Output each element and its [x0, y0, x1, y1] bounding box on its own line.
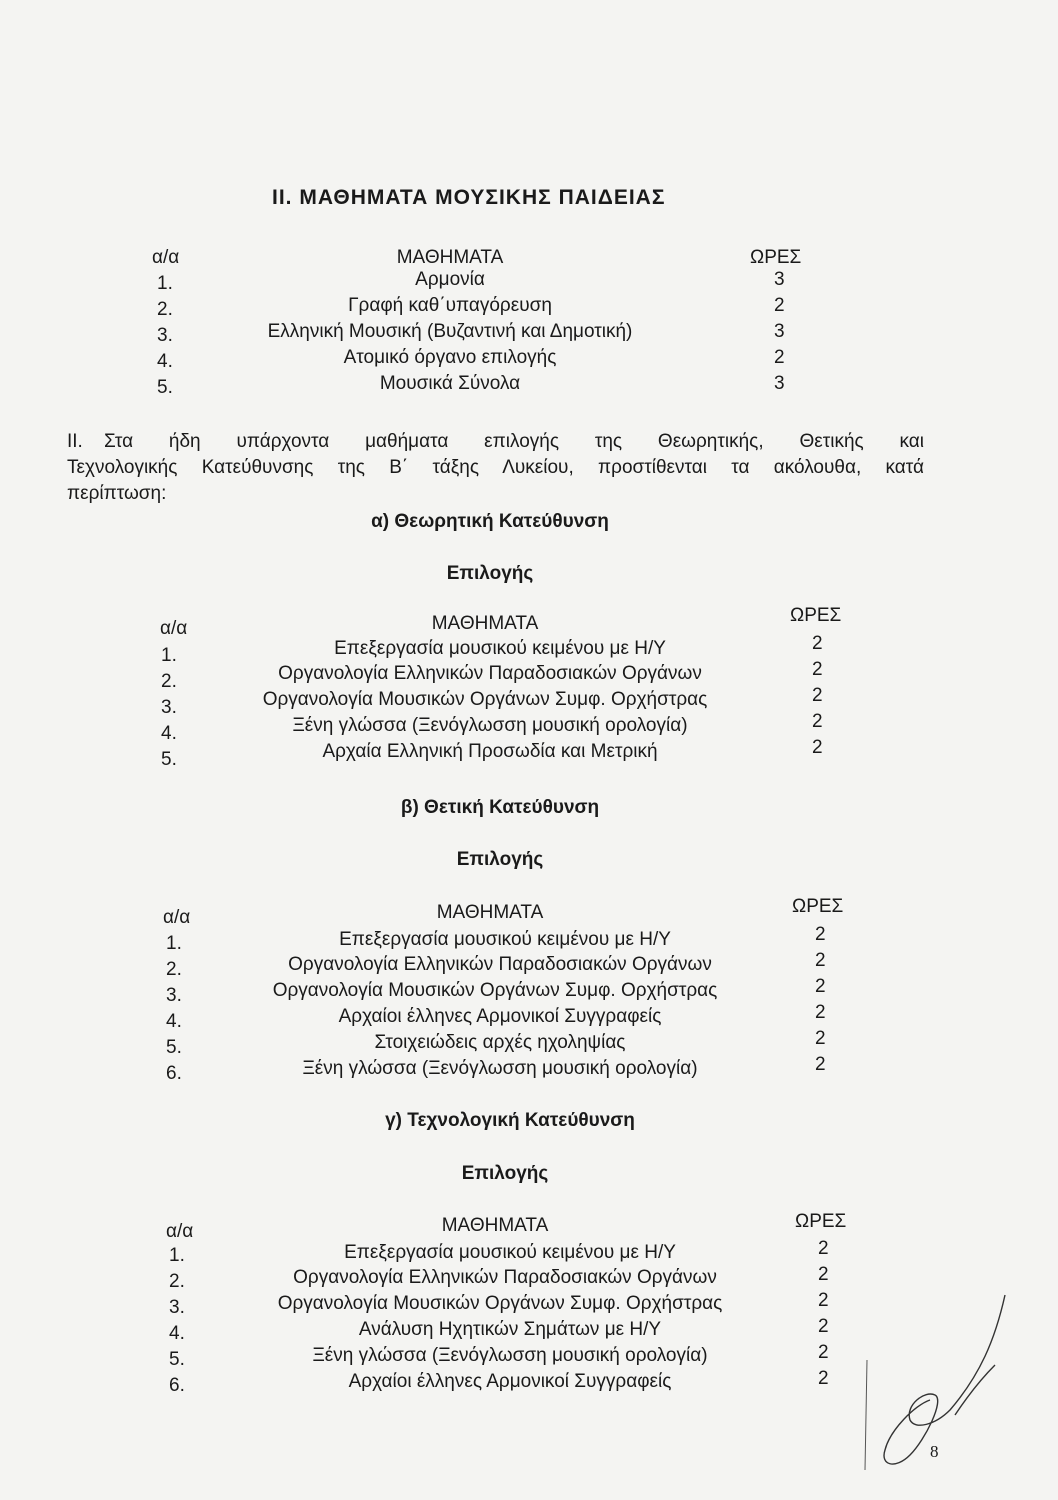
row-subject: Οργανολογία Ελληνικών Παραδοσιακών Οργάνων: [288, 954, 712, 975]
row-hours: 2: [812, 633, 823, 654]
row-number: 1.: [157, 273, 173, 294]
row-subject: Αρχαίοι έλληνες Αρμονικοί Συγγραφείς: [338, 1006, 662, 1027]
row-subject: Στοιχειώδεις αρχές ηχοληψίας: [374, 1032, 626, 1053]
col-header-hours: ΩΡΕΣ: [795, 1211, 847, 1232]
section-title: γ) Τεχνολογική Κατεύθυνση: [385, 1110, 635, 1131]
row-hours: 2: [815, 1054, 826, 1075]
section-title: α) Θεωρητική Κατεύθυνση: [371, 511, 609, 532]
col-header-subjects: ΜΑΘΗΜΑΤΑ: [396, 247, 504, 268]
row-hours: 2: [815, 976, 826, 997]
col-header-aa: α/α: [160, 618, 188, 639]
row-hours: 2: [815, 950, 826, 971]
col-header-aa: α/α: [166, 1221, 194, 1242]
row-subject: Επεξεργασία μουσικού κειμένου με Η/Υ: [344, 1242, 676, 1263]
row-subject: Ανάλυση Ηχητικών Σημάτων με Η/Υ: [358, 1319, 662, 1340]
intro-number: ΙΙ.: [67, 431, 83, 452]
row-subject: Οργανολογία Μουσικών Οργάνων Συμφ. Ορχήστρας: [272, 980, 718, 1001]
row-number: 5.: [169, 1349, 185, 1370]
row-subject: Οργανολογία Μουσικών Οργάνων Συμφ. Ορχήστρας: [277, 1293, 723, 1314]
row-subject: Ξένη γλώσσα (Ξενόγλωσση μουσική ορολογία): [292, 715, 688, 736]
col-header-subjects: ΜΑΘΗΜΑΤΑ: [436, 902, 544, 923]
section-subtitle: Επιλογής: [446, 563, 534, 584]
row-hours: 3: [774, 321, 785, 342]
row-hours: 2: [812, 659, 823, 680]
intro-line: Τεχνολογικής Κατεύθυνσης της Β΄ τάξης Λυκείου, προστίθενται τα ακόλουθα, κατά: [67, 457, 924, 478]
row-subject: Αρμονία: [415, 269, 485, 290]
row-hours: 2: [812, 711, 823, 732]
row-subject: Ξένη γλώσσα (Ξενόγλωσση μουσική ορολογία): [302, 1058, 698, 1079]
row-number: 4.: [169, 1323, 185, 1344]
row-number: 5.: [166, 1037, 182, 1058]
row-subject: Ξένη γλώσσα (Ξενόγλωσση μουσική ορολογία): [312, 1345, 708, 1366]
row-number: 1.: [161, 645, 177, 666]
row-subject: Οργανολογία Ελληνικών Παραδοσιακών Οργάνων: [293, 1267, 717, 1288]
row-number: 3.: [166, 985, 182, 1006]
col-header-aa: α/α: [163, 907, 191, 928]
row-number: 3.: [161, 697, 177, 718]
row-hours: 2: [774, 295, 785, 316]
section-heading: II. ΜΑΘΗΜΑΤΑ ΜΟΥΣΙΚΗΣ ΠΑΙΔΕΙΑΣ: [272, 186, 666, 209]
signature: [855, 1280, 1030, 1490]
row-hours: 2: [818, 1342, 829, 1363]
col-header-subjects: ΜΑΘΗΜΑΤΑ: [431, 613, 539, 634]
row-hours: 2: [774, 347, 785, 368]
row-subject: Γραφή καθ΄υπαγόρευση: [348, 295, 552, 316]
row-hours: 2: [818, 1238, 829, 1259]
row-number: 3.: [157, 325, 173, 346]
section-subtitle: Επιλογής: [461, 1163, 549, 1184]
row-subject: Οργανολογία Ελληνικών Παραδοσιακών Οργάνων: [278, 663, 702, 684]
row-number: 4.: [161, 723, 177, 744]
intro-line: Στα ήδη υπάρχοντα μαθήματα επιλογής της Θεωρητικής, Θετικής και: [104, 431, 924, 452]
row-number: 2.: [166, 959, 182, 980]
section-subtitle: Επιλογής: [456, 849, 544, 870]
signature-stroke: [865, 1360, 867, 1470]
section-title: β) Θετική Κατεύθυνση: [400, 797, 600, 818]
col-header-hours: ΩΡΕΣ: [790, 605, 842, 626]
row-number: 1.: [169, 1245, 185, 1266]
row-subject: Ελληνική Μουσική (Βυζαντινή και Δημοτική): [267, 321, 633, 342]
row-hours: 2: [818, 1368, 829, 1389]
row-number: 1.: [166, 933, 182, 954]
row-subject: Ατομικό όργανο επιλογής: [343, 347, 557, 368]
row-number: 5.: [161, 749, 177, 770]
row-subject: Επεξεργασία μουσικού κειμένου με Η/Υ: [334, 638, 666, 659]
row-hours: 2: [812, 685, 823, 706]
page-number: 8: [930, 1442, 939, 1461]
row-number: 2.: [169, 1271, 185, 1292]
row-subject: Αρχαία Ελληνική Προσωδία και Μετρική: [322, 741, 658, 762]
row-hours: 2: [818, 1264, 829, 1285]
row-number: 4.: [157, 351, 173, 372]
row-number: 4.: [166, 1011, 182, 1032]
row-subject: Οργανολογία Μουσικών Οργάνων Συμφ. Ορχήστρας: [262, 689, 708, 710]
row-hours: 2: [815, 1002, 826, 1023]
row-subject: Μουσικά Σύνολα: [379, 373, 521, 394]
signature-stroke: [884, 1295, 1005, 1464]
row-hours: 3: [774, 373, 785, 394]
row-number: 5.: [157, 377, 173, 398]
row-number: 6.: [169, 1375, 185, 1396]
row-hours: 3: [774, 269, 785, 290]
col-header-aa: α/α: [152, 247, 180, 268]
row-number: 3.: [169, 1297, 185, 1318]
row-number: 2.: [161, 671, 177, 692]
row-subject: Επεξεργασία μουσικού κειμένου με Η/Υ: [339, 929, 671, 950]
intro-line: περίπτωση:: [67, 483, 167, 504]
row-subject: Αρχαίοι έλληνες Αρμονικοί Συγγραφείς: [348, 1371, 672, 1392]
col-header-subjects: ΜΑΘΗΜΑΤΑ: [441, 1215, 549, 1236]
row-hours: 2: [818, 1290, 829, 1311]
col-header-hours: ΩΡΕΣ: [792, 896, 844, 917]
row-hours: 2: [815, 1028, 826, 1049]
row-hours: 2: [818, 1316, 829, 1337]
col-header-hours: ΩΡΕΣ: [750, 247, 802, 268]
row-number: 6.: [166, 1063, 182, 1084]
row-hours: 2: [815, 924, 826, 945]
row-number: 2.: [157, 299, 173, 320]
row-hours: 2: [812, 737, 823, 758]
